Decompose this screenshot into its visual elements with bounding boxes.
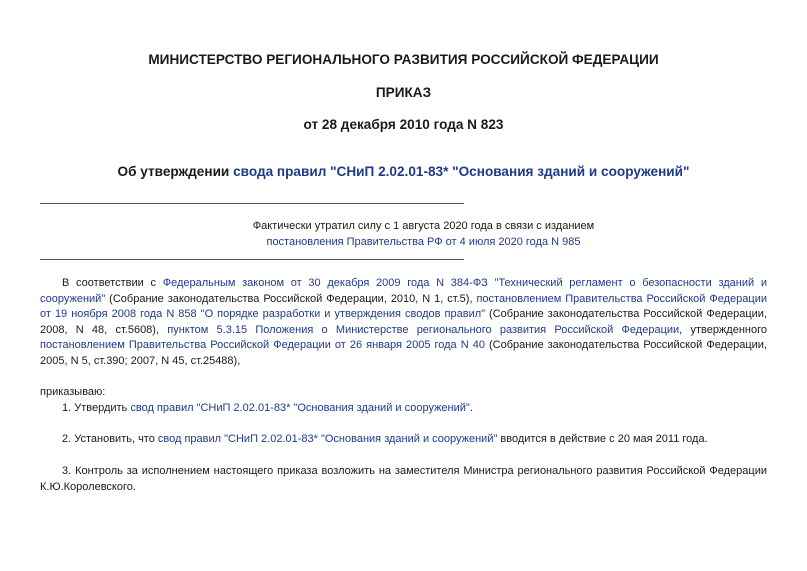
divider-top (40, 203, 464, 204)
government-decree-858-link[interactable]: постановлением Правительства Российской Федерации от 19 ноября 2008 года N 858 "О порядке разработки и утверждения сводов правил" (40, 292, 767, 321)
document-title (0, 164, 807, 179)
ministry-heading: МИНИСТЕРСТВО РЕГИОНАЛЬНОГО РАЗВИТИЯ РОССИЙСКОЙ ФЕДЕРАЦИИ (148, 52, 659, 67)
item-2-link[interactable]: свод правил "СНиП 2.02.01-83* "Основания зданий и сооружений" (157, 433, 498, 445)
title-link[interactable]: свода правил "СНиП 2.02.01-83* "Основания зданий и сооружений" (233, 164, 690, 179)
divider-bottom (40, 259, 464, 260)
status-note-link[interactable]: постановления Правительства РФ от 4 июля 2020 года N 985 (266, 236, 581, 248)
preamble-text-2: (Собрание законодательства Российской Федерации, 2010, N 1, ст.5), (105, 292, 477, 305)
preamble-text-1: В соответствии с (62, 277, 163, 289)
preamble-text-3: (Собрание законодательства Российской Федерации, 2008, N 48, ст.5608), (40, 308, 767, 336)
item-1 (62, 402, 473, 414)
document-date-number: от 28 декабря 2010 года N 823 (303, 117, 504, 132)
document-type: ПРИКАЗ (375, 85, 432, 100)
preamble-text-4: , утвержденного (679, 323, 767, 336)
item-1-link[interactable]: свод правил "СНиП 2.02.01-83* "Основания зданий и сооружений" (130, 402, 470, 414)
item-1-suffix: . (469, 402, 473, 414)
item-3: 3. Контроль за исполнением настоящего приказа возложить на заместителя Министра регионального развития Российской Федерации К.Ю.Королевского. (40, 465, 767, 493)
regulation-clause-link[interactable]: пунктом 5.3.15 Положения о Министерстве регионального развития Российской Федерации (167, 323, 680, 336)
item-1-prefix: 1. Утвердить (62, 402, 131, 414)
item-2-suffix: вводится в действие с 20 мая 2011 года. (497, 433, 708, 445)
federal-law-link[interactable]: Федеральным законом от 30 декабря 2009 года N 384-ФЗ "Технический регламент о безопасности зданий и сооружений" (40, 277, 768, 305)
status-note-text: Фактически утратил силу с 1 августа 2020 года в связи с изданием (252, 220, 595, 232)
title-prefix: Об утверждении (117, 164, 234, 179)
government-decree-40-link[interactable]: постановлением Правительства Российской Федерации от 26 января 2005 года N 40 (40, 339, 485, 352)
status-note-link-wrap (40, 234, 807, 250)
order-word: приказываю: (40, 386, 106, 398)
preamble-paragraph (40, 276, 767, 370)
item-2 (62, 433, 708, 445)
preamble-text-5: (Собрание законодательства Российской Федерации, 2005, N 5, ст.390; 2007, N 45, ст.25488), (40, 339, 767, 367)
item-2-prefix: 2. Установить, что (62, 433, 158, 445)
